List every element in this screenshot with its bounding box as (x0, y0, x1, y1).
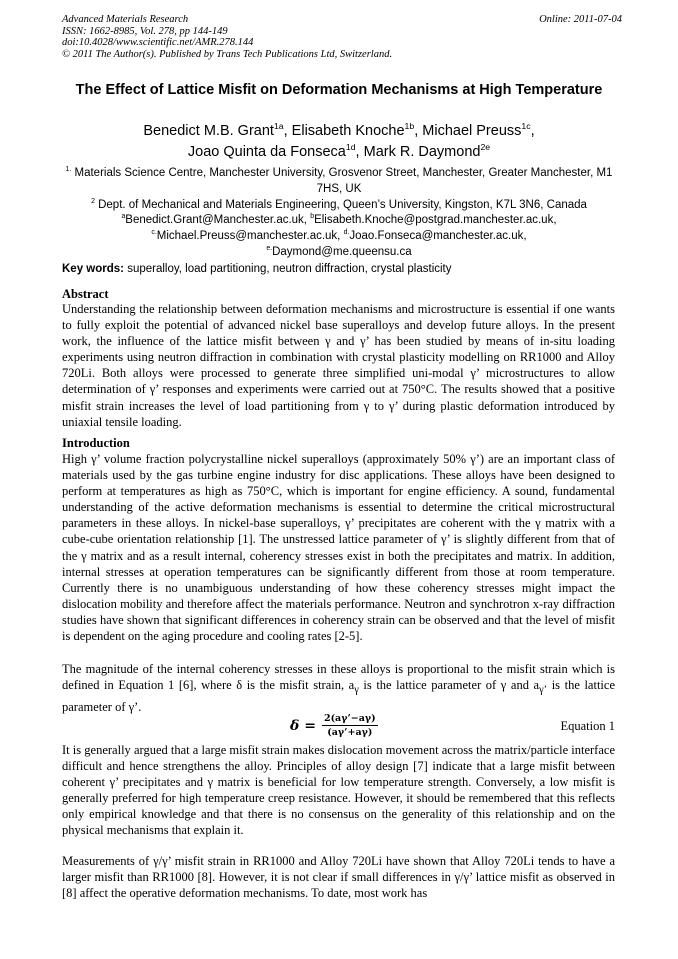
author-name: Michael Preuss (422, 123, 522, 139)
author-name: Joao Quinta da Fonseca (187, 144, 346, 160)
affiliation-2-text: Dept. of Mechanical and Materials Engineering, Queen’s University, Kingston, K7L 3N6, Canada (98, 199, 587, 211)
author-sup: 1b (404, 121, 415, 132)
author-name: Benedict M.B. Grant (143, 123, 274, 139)
author-name: Mark R. Daymond (363, 144, 481, 160)
online-date: Online: 2011-07-04 (539, 14, 622, 25)
paper-title: The Effect of Lattice Misfit on Deformation Mechanisms at High Temperature (75, 82, 603, 98)
doi-line: doi:10.4028/www.scientific.net/AMR.278.144 (62, 37, 254, 48)
introduction-paragraph-2: The magnitude of the internal coherency stresses in these alloys is proportional to the misfit strain which is defined in Equation 1 [6], where δ is the misfit strain, $a_\gamma$ is the lattice parameter of γ and $a_{\gamma’}$ is the lattice parameter of γ’. (62, 662, 616, 714)
email-line-3: $^{e.}$Daymond@me.queensu.ca (266, 245, 412, 258)
author-sup: 1c (521, 121, 531, 132)
introduction-paragraph-4: Measurements of γ/γ’ misfit strain in RR1000 and Alloy 720Li have shown that Alloy 720Li tends to have a larger misfit than RR1000 [8]. However, it is not clear if small differences in γ/γ’ lattice misfit as observed in [8] affect the operative deformation mechanisms. To date, most work has (62, 854, 615, 901)
issn-line: ISSN: 1662-8985, Vol. 278, pp 144-149 (62, 25, 228, 37)
affiliation-1-text: Materials Science Centre, Manchester University, Grosvenor Street, Manchester, Greater Manchester, M1 7HS, UK (74, 167, 613, 195)
email-e: Daymond@me.queensu.ca (272, 246, 412, 258)
equation-label: Equation 1 (560, 719, 615, 733)
equation-fraction (322, 713, 378, 738)
introduction-paragraph-3: It is generally argued that a large misfit strain makes dislocation movement across the matrix/particle interface difficult and hence strengthens the alloy. Principles of alloy design [7] indicate that a large misfit between coherent γ’ precipitates and γ matrix is beneficial for low temperature strength. Conversely, a low misfit is generally preferred for high temperature creep resistance. However, it should be remembered that this reflects only empirical knowledge and that there is no consensus on the generality of this relationship and on the physical mechanisms that explain it. (62, 743, 615, 838)
keywords-text: superalloy, load partitioning, neutron diffraction, crystal plasticity (127, 263, 452, 275)
email-b: Elisabeth.Knoche@postgrad.manchester.ac.uk, (314, 214, 557, 226)
equation-denominator: (aγ’+aγ) (327, 727, 373, 738)
author-sup: 1a (273, 121, 284, 132)
email-a: Benedict.Grant@Manchester.ac.uk, (125, 214, 308, 226)
email-line-1: $^a$Benedict.Grant@Manchester.ac.uk, $^b$Elisabeth.Knoche@postgrad.manchester.ac.uk, (121, 213, 557, 226)
abstract-heading: Abstract (62, 287, 109, 301)
keywords-label: Key words: (62, 263, 124, 275)
author-sup: 1d (345, 142, 356, 153)
equation-numerator: 2(aγ’−aγ) (323, 713, 376, 724)
email-line-2: $^{c.}$Michael.Preuss@manchester.ac.uk, $^{d.}$Joao.Fonseca@manchester.ac.uk, (151, 229, 527, 242)
introduction-paragraph-1: High γ’ volume fraction polycrystalline nickel superalloys (approximately 50% γ’) are an important class of materials used by the gas turbine engine industry for disc applications. These alloys have been designed to perform at temperatures as high as 750°C, which is important for engine efficiency. A sound, fundamental understanding of the active deformation mechanisms is essential to determine the critical microstructural parameters in these alloys. In nickel-base superalloys, γ’ precipitates are coherent with the γ matrix with a cube-cube orientation relationship [1]. The unstressed lattice parameter of γ’ is slightly different from that of the γ matrix and as a result internal, coherency stresses exist in both the precipitates and matrix. In addition, internal stresses at operation temperatures can be significantly different from those at room temperature. Currently there is no unambiguous understanding of how these coherency stresses might impact the dislocation mobility and therefore affect the materials performance. Neutron and synchrotron x-ray diffraction studies have shown that significant differences in coherency strain can be observed and that the level of misfit is dependent on the aging procedure and cooling rates [2-5]. (62, 452, 615, 644)
introduction-heading: Introduction (62, 436, 130, 450)
author-name: Elisabeth Knoche (291, 123, 405, 139)
journal-name: Advanced Materials Research (62, 14, 189, 25)
affiliation-1 (62, 166, 616, 197)
equation-formula (290, 713, 378, 738)
affiliation-1-sup: 1. (65, 166, 72, 174)
email-c: Michael.Preuss@manchester.ac.uk, (156, 230, 341, 242)
abstract-text: Understanding the relationship between deformation mechanisms and microstructure is essential if one wants to fully exploit the potential of advanced nickel base superalloys and develop future alloys. In the present work, the influence of the lattice misfit between γ and γ’ has been studied by means of in-situ loading experiments using neutron diffraction in combination with crystal plasticity modelling on RR1000 and Alloy 720Li. Both alloys were processed to generate three simplified uni-modal γ’ microstructures to allow determination of γ’ responses and experiments were carried out at 750°C. The results showed that a positive misfit strain increases the level of load partitioning from γ to γ’ during plastic deformation introduced by uniaxial tensile loading. (62, 302, 615, 429)
author-line-1: Benedict M.B. Grant$^{1a}$, Elisabeth Knoche$^{1b}$, Michael Preuss$^{1c}$, (143, 121, 535, 139)
author-sup: 2e (480, 142, 491, 153)
affiliation-2 (62, 198, 616, 214)
journal-header (62, 14, 622, 60)
equation-1 (62, 713, 615, 743)
author-line-2: Joao Quinta da Fonseca$^{1d}$, Mark R. Daymond$^{2e}$ (187, 142, 491, 160)
affiliation-2-sup: 2 (91, 198, 95, 206)
email-d: Joao.Fonseca@manchester.ac.uk, (349, 230, 527, 242)
keywords (62, 262, 618, 277)
author-list (62, 121, 616, 163)
equation-lhs: δ = (290, 717, 316, 734)
copyright-line: © 2011 The Author(s). Published by Trans Tech Publications Ltd, Switzerland. (62, 48, 393, 60)
